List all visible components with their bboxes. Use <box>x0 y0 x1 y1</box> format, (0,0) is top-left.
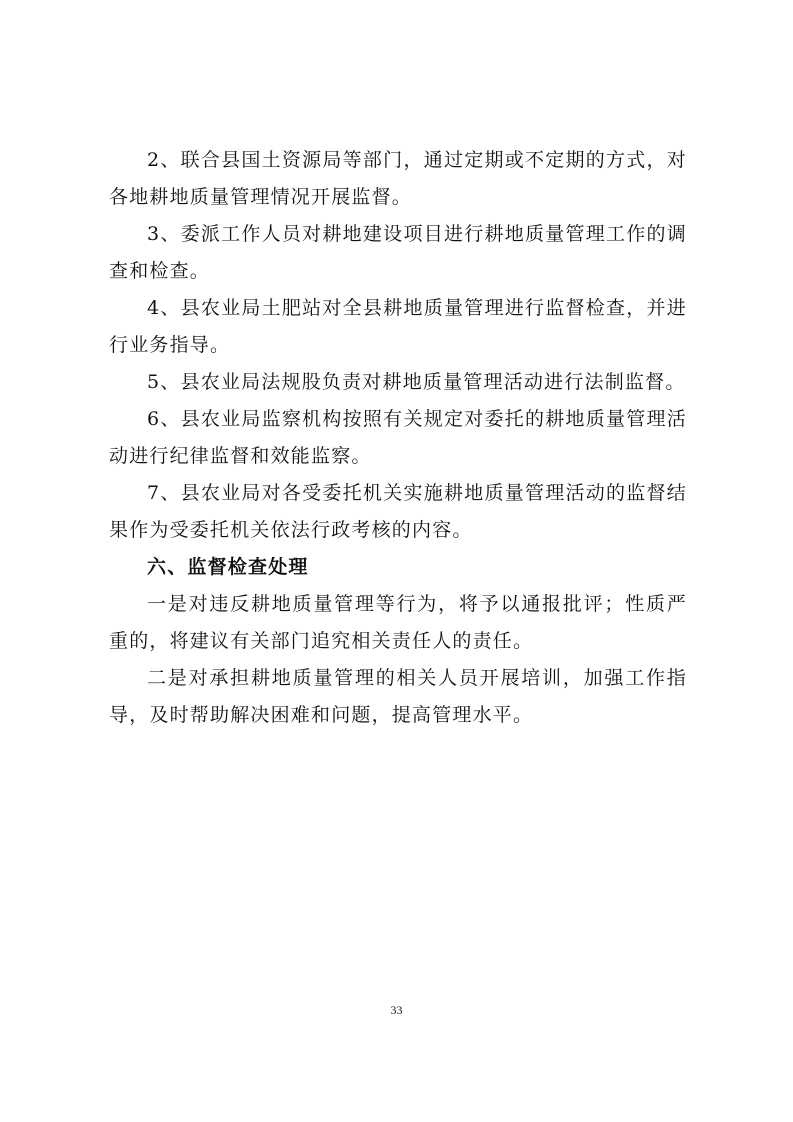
section-heading: 六、监督检查处理 <box>147 556 309 578</box>
page-number: 33 <box>390 1003 403 1017</box>
list-item-7: 7、县农业局对各受委托机关实施耕地质量管理活动的监督结果作为受委托机关依法行政考核的内容。 <box>109 482 687 541</box>
list-item-5: 5、县农业局法规股负责对耕地质量管理活动进行法制监督。 <box>147 371 686 393</box>
list-item-4: 4、县农业局土肥站对全县耕地质量管理进行监督检查，并进行业务指导。 <box>109 297 687 356</box>
list-item-3: 3、委派工作人员对耕地建设项目进行耕地质量管理工作的调查和检查。 <box>109 223 687 282</box>
list-item-2: 2、联合县国土资源局等部门，通过定期或不定期的方式，对各地耕地质量管理情况开展监督。 <box>109 149 687 208</box>
measure-paragraph-1: 一是对违反耕地质量管理等行为，将予以通报批评；性质严重的，将建议有关部门追究相关责任人的责任。 <box>109 593 687 652</box>
list-item-6: 6、县农业局监察机构按照有关规定对委托的耕地质量管理活动进行纪律监督和效能监察。 <box>109 408 687 467</box>
measure-paragraph-2: 二是对承担耕地质量管理的相关人员开展培训，加强工作指导，及时帮助解决困难和问题，提高管理水平。 <box>109 667 687 726</box>
page-body <box>109 142 687 734</box>
